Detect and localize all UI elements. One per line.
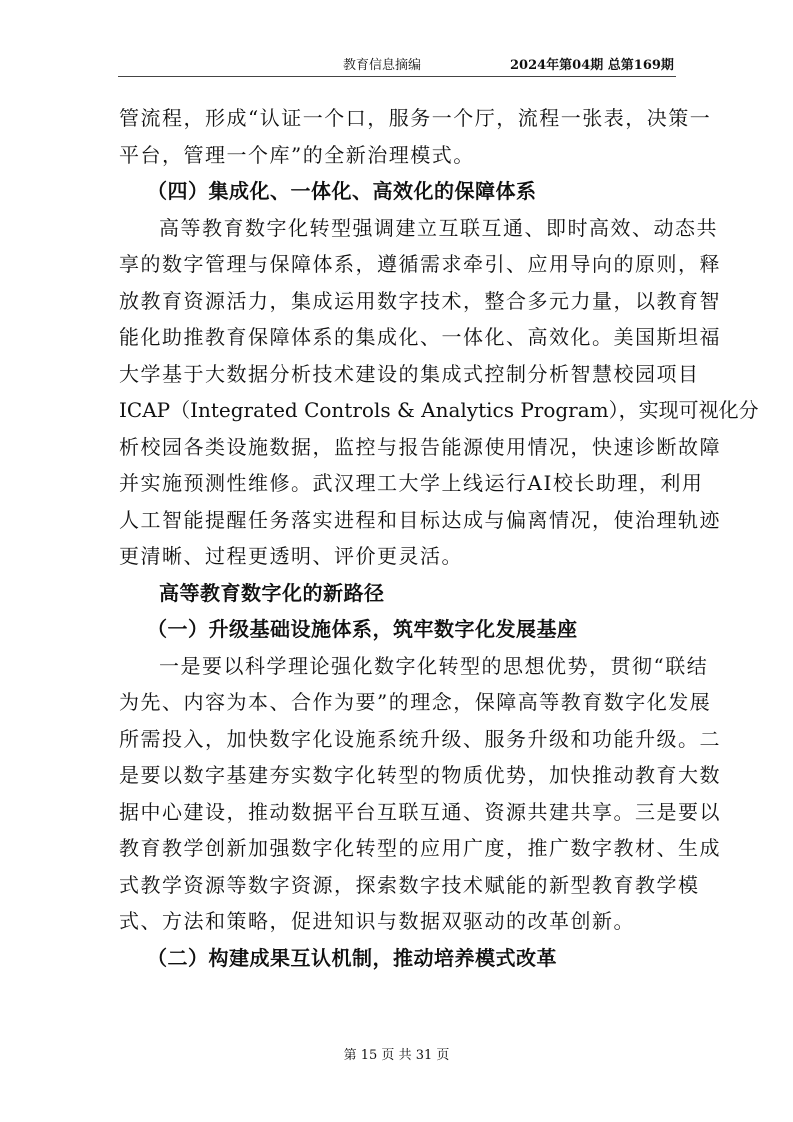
text-line: 平台，管理一个库”的全新治理模式。 xyxy=(119,142,475,167)
page-number: 第 15 页 共 31 页 xyxy=(343,1048,450,1063)
text-line: 人工智能提醒任务落实进程和目标达成与偏离情况，使治理轨迹 xyxy=(119,507,721,532)
text-line: 教育教学创新加强数字化转型的应用广度，推广数字教材、生成 xyxy=(119,836,721,860)
text-line: 所需投入，加快数字化设施系统升级、服务升级和功能升级。二 xyxy=(119,726,721,751)
section-heading: （一）升级基础设施体系，筑牢数字化发展基座 xyxy=(147,617,578,641)
document-body xyxy=(119,100,759,976)
publication-title: 教育信息摘编 xyxy=(343,58,422,73)
text-line: 析校园各类设施数据，监控与报告能源使用情况，快速诊断故障 xyxy=(119,434,721,459)
text-line: 放教育资源活力，集成运用数字技术，整合多元力量，以教育智 xyxy=(119,288,721,313)
text-line: 更清晰、过程更透明、评价更灵活。 xyxy=(119,544,463,568)
text-line: 一是要以科学理论强化数字化转型的思想优势，贯彻“联结 xyxy=(159,653,709,678)
page-header xyxy=(0,50,793,72)
section-heading: （二）构建成果互认机制，推动培养模式改革 xyxy=(147,945,557,970)
text-line: 并实施预测性维修。武汉理工大学上线运行AI校长助理，利用 xyxy=(119,471,704,495)
text-line: 是要以数字基建夯实数字化转型的物质优势，加快推动教育大数 xyxy=(119,763,721,787)
text-line: 式、方法和策略，促进知识与数据双驱动的改革创新。 xyxy=(119,909,635,933)
text-line: 为先、内容为本、合作为要”的理念，保障高等教育数字化发展 xyxy=(119,690,712,714)
text-line: 享的数字管理与保障体系，遵循需求牵引、应用导向的原则，释 xyxy=(119,252,721,276)
text-line: 据中心建设，推动数据平台互联互通、资源共建共享。三是要以 xyxy=(119,799,721,824)
text-line: 大学基于大数据分析技术建设的集成式控制分析智慧校园项目 xyxy=(119,361,700,386)
header-divider xyxy=(118,76,676,77)
text-line: 式教学资源等数字资源，探索数字技术赋能的新型教育教学模 xyxy=(119,872,700,897)
text-line: 管流程，形成“认证一个口，服务一个厅，流程一张表，决策一 xyxy=(119,106,712,130)
text-line: 高等教育数字化转型强调建立互联互通、即时高效、动态共 xyxy=(159,215,718,240)
issue-number: 2024年第04期 总第169期 xyxy=(510,58,674,73)
section-heading: 高等教育数字化的新路径 xyxy=(159,580,385,605)
text-line: ICAP（Integrated Controls & Analytics Program），实现可视化分 xyxy=(119,398,759,422)
page-footer xyxy=(0,1044,793,1063)
section-heading: （四）集成化、一体化、高效化的保障体系 xyxy=(147,179,537,203)
text-line: 能化助推教育保障体系的集成化、一体化、高效化。美国斯坦福 xyxy=(119,325,721,349)
